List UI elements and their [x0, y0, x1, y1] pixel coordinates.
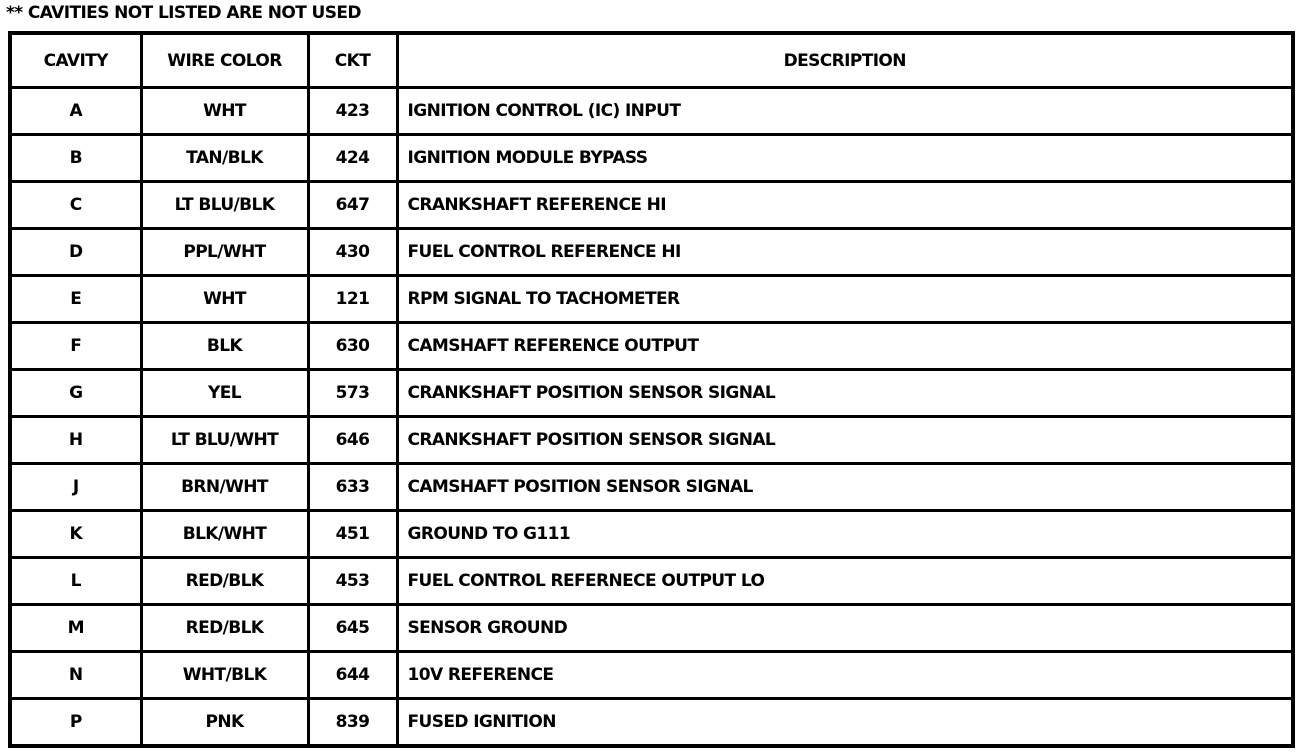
cell-ckt: 451: [308, 511, 397, 558]
cell-description: CRANKSHAFT POSITION SENSOR SIGNAL: [397, 370, 1293, 417]
cell-wire-color: PNK: [141, 699, 308, 747]
connector-pinout-table: [8, 31, 1295, 748]
cell-wire-color: WHT: [141, 88, 308, 135]
cell-description: FUEL CONTROL REFERENCE HI: [397, 229, 1293, 276]
cell-wire-color: LT BLU/BLK: [141, 182, 308, 229]
cell-cavity: C: [10, 182, 141, 229]
table-row: [10, 323, 1293, 370]
cell-cavity: G: [10, 370, 141, 417]
cell-cavity: M: [10, 605, 141, 652]
cell-wire-color: WHT: [141, 276, 308, 323]
cell-ckt: 630: [308, 323, 397, 370]
cell-wire-color: YEL: [141, 370, 308, 417]
table-row: [10, 511, 1293, 558]
cell-ckt: 423: [308, 88, 397, 135]
cell-wire-color: BLK: [141, 323, 308, 370]
cell-cavity: K: [10, 511, 141, 558]
cell-wire-color: BLK/WHT: [141, 511, 308, 558]
cell-cavity: D: [10, 229, 141, 276]
cell-ckt: 645: [308, 605, 397, 652]
cell-cavity: N: [10, 652, 141, 699]
cell-wire-color: LT BLU/WHT: [141, 417, 308, 464]
table-row: [10, 88, 1293, 135]
cell-cavity: H: [10, 417, 141, 464]
cell-ckt: 839: [308, 699, 397, 747]
cell-ckt: 121: [308, 276, 397, 323]
cell-description: FUSED IGNITION: [397, 699, 1293, 747]
cell-cavity: B: [10, 135, 141, 182]
cell-cavity: F: [10, 323, 141, 370]
cell-ckt: 647: [308, 182, 397, 229]
header-cavity: CAVITY: [10, 33, 141, 88]
cell-wire-color: WHT/BLK: [141, 652, 308, 699]
cell-description: RPM SIGNAL TO TACHOMETER: [397, 276, 1293, 323]
header-description: DESCRIPTION: [397, 33, 1293, 88]
cell-description: IGNITION MODULE BYPASS: [397, 135, 1293, 182]
cell-ckt: 646: [308, 417, 397, 464]
table-row: [10, 135, 1293, 182]
cell-ckt: 424: [308, 135, 397, 182]
table-row: [10, 605, 1293, 652]
table-row: [10, 370, 1293, 417]
cell-cavity: P: [10, 699, 141, 747]
cell-wire-color: BRN/WHT: [141, 464, 308, 511]
cell-description: CAMSHAFT POSITION SENSOR SIGNAL: [397, 464, 1293, 511]
cell-wire-color: TAN/BLK: [141, 135, 308, 182]
cell-wire-color: RED/BLK: [141, 605, 308, 652]
cell-description: CAMSHAFT REFERENCE OUTPUT: [397, 323, 1293, 370]
cell-description: CRANKSHAFT REFERENCE HI: [397, 182, 1293, 229]
table-body: [10, 88, 1293, 747]
cell-ckt: 453: [308, 558, 397, 605]
table-row: [10, 464, 1293, 511]
cell-wire-color: PPL/WHT: [141, 229, 308, 276]
header-wire-color: WIRE COLOR: [141, 33, 308, 88]
table-header-row: [10, 33, 1293, 88]
cell-cavity: A: [10, 88, 141, 135]
table-row: [10, 417, 1293, 464]
cell-description: GROUND TO G111: [397, 511, 1293, 558]
cell-description: SENSOR GROUND: [397, 605, 1293, 652]
cell-ckt: 633: [308, 464, 397, 511]
cell-description: FUEL CONTROL REFERNECE OUTPUT LO: [397, 558, 1293, 605]
cell-description: IGNITION CONTROL (IC) INPUT: [397, 88, 1293, 135]
cell-description: 10V REFERENCE: [397, 652, 1293, 699]
table-row: [10, 182, 1293, 229]
table-row: [10, 276, 1293, 323]
table-row: [10, 229, 1293, 276]
cell-ckt: 573: [308, 370, 397, 417]
table-row: [10, 558, 1293, 605]
cell-ckt: 644: [308, 652, 397, 699]
cell-cavity: L: [10, 558, 141, 605]
unused-cavities-note: ** CAVITIES NOT LISTED ARE NOT USED: [6, 3, 361, 23]
cell-cavity: J: [10, 464, 141, 511]
cell-wire-color: RED/BLK: [141, 558, 308, 605]
header-ckt: CKT: [308, 33, 397, 88]
table-row: [10, 652, 1293, 699]
cell-description: CRANKSHAFT POSITION SENSOR SIGNAL: [397, 417, 1293, 464]
table-row: [10, 699, 1293, 747]
cell-cavity: E: [10, 276, 141, 323]
cell-ckt: 430: [308, 229, 397, 276]
